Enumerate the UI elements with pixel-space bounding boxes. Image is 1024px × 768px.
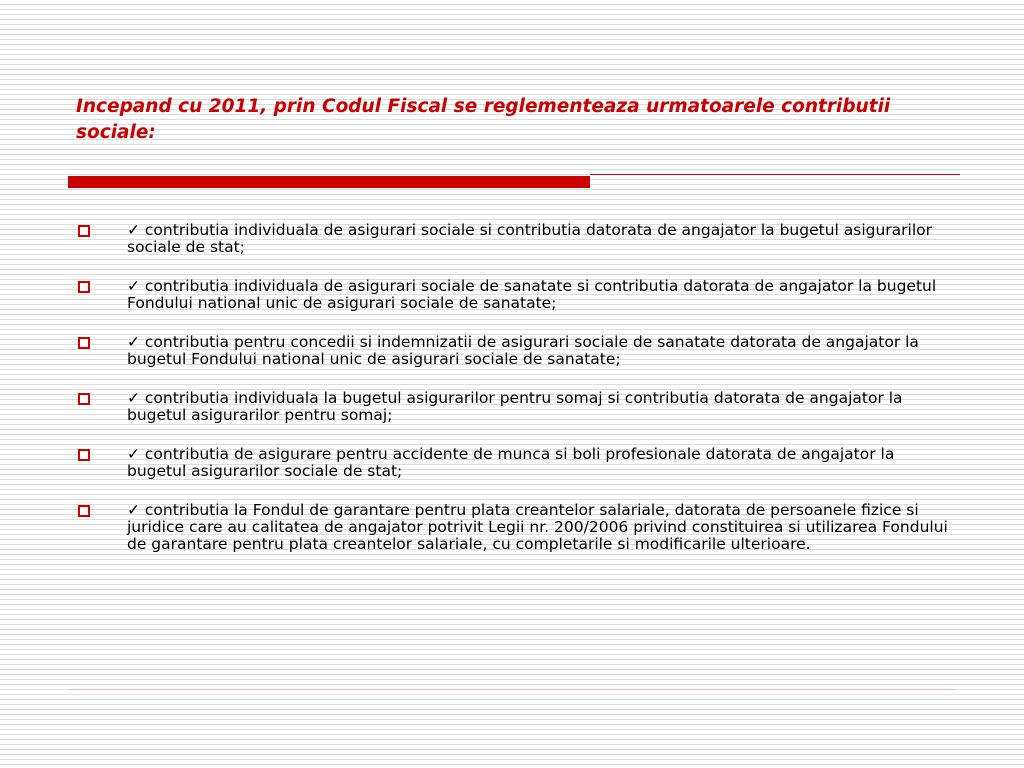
hollow-square-bullet-icon xyxy=(78,225,90,237)
list-item xyxy=(76,334,956,368)
list-item-text: ✓ contributia la Fondul de garantare pentru plata creantelor salariale, datorata de persoanele fizice si juridice care au calitatea de angajator potrivit Legii nr. 200/2006 privind constituirea si utilizarea Fondului de garantare pentru plata creantelor salariale, cu completarile si modificarile ulterioare. xyxy=(127,501,948,553)
list-item xyxy=(76,222,956,256)
list-item-text: ✓ contributia individuala de asigurari sociale de sanatate si contributia datorata de angajator la bugetul Fondului national unic de asigurari sociale de sanatate; xyxy=(127,277,937,312)
slide-title: Incepand cu 2011, prin Codul Fiscal se reglementeaza urmatoarele contributii sociale: xyxy=(76,96,891,143)
hollow-square-bullet-icon xyxy=(78,281,90,293)
title-divider-line xyxy=(590,174,960,175)
footer-divider xyxy=(68,689,956,690)
hollow-square-bullet-icon xyxy=(78,337,90,349)
contributions-list xyxy=(76,222,956,575)
list-item xyxy=(76,278,956,312)
list-item-text: ✓ contributia individuala de asigurari sociale si contributia datorata de angajator la bugetul asigurarilor sociale de stat; xyxy=(127,221,933,256)
list-item-text: ✓ contributia individuala la bugetul asigurarilor pentru somaj si contributia datorata de angajator la bugetul asigurarilor pentru somaj; xyxy=(127,389,903,424)
title-divider-bar xyxy=(68,176,590,188)
list-item-text: ✓ contributia de asigurare pentru accidente de munca si boli profesionale datorata de angajator la bugetul asigurarilor sociale de stat; xyxy=(127,445,895,480)
list-item xyxy=(76,390,956,424)
title-divider xyxy=(68,174,960,188)
list-item xyxy=(76,446,956,480)
hollow-square-bullet-icon xyxy=(78,449,90,461)
list-item-text: ✓ contributia pentru concedii si indemnizatii de asigurari sociale de sanatate datorata de angajator la bugetul Fondului national unic de asigurari sociale de sanatate; xyxy=(127,333,919,368)
hollow-square-bullet-icon xyxy=(78,505,90,517)
hollow-square-bullet-icon xyxy=(78,393,90,405)
list-item xyxy=(76,502,956,553)
